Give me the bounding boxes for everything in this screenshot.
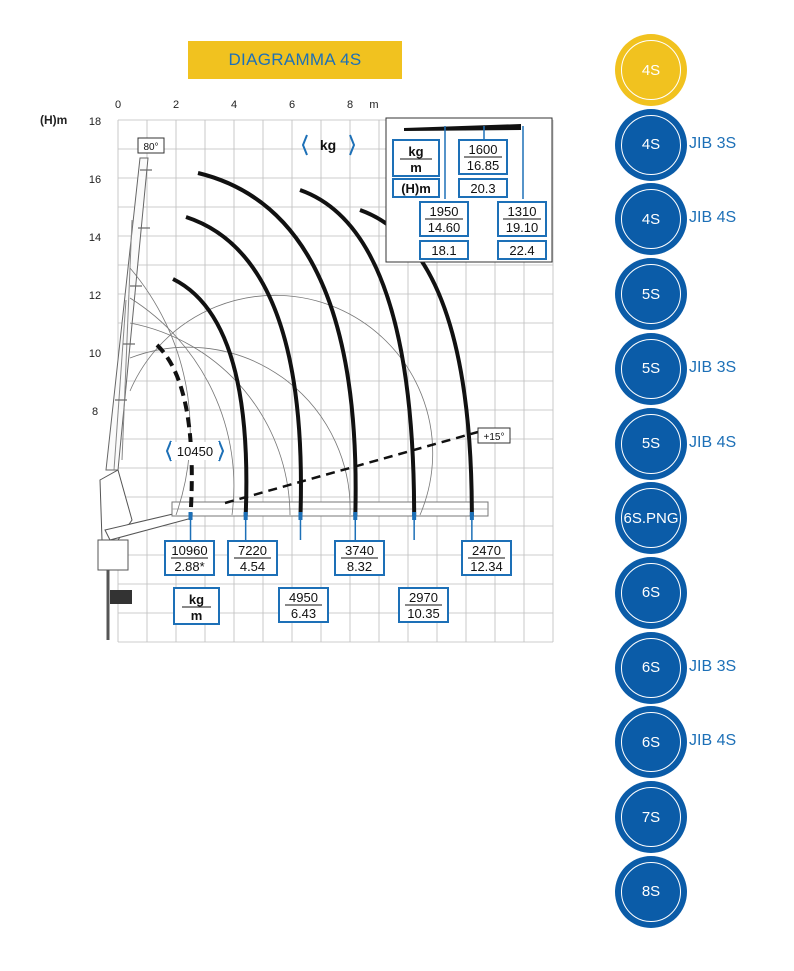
load-m: 8.32 bbox=[346, 559, 373, 574]
load-kg: 2470 bbox=[472, 543, 501, 558]
load-m: 6.43 bbox=[290, 606, 317, 621]
reach-marker-dot bbox=[244, 512, 248, 520]
load-kg: 10960 bbox=[171, 543, 208, 558]
jib-load-kg: 1600 bbox=[468, 142, 498, 157]
load-curve-dashed bbox=[157, 345, 192, 516]
jib-legend-kg: kg bbox=[408, 144, 424, 159]
x-tick-label: 0 bbox=[114, 99, 122, 111]
model-button-label: 8S bbox=[641, 883, 661, 901]
model-button-label: 4S bbox=[641, 210, 661, 228]
jib-legend-h: (H)m bbox=[401, 181, 431, 196]
model-button-label: 5S bbox=[641, 360, 661, 378]
model-button-10[interactable] bbox=[617, 708, 685, 776]
model-variant-label[interactable]: JIB 3S bbox=[689, 358, 737, 376]
load-m: 12.34 bbox=[470, 559, 503, 574]
y-tick-label: 10 bbox=[88, 348, 102, 360]
y-tick-label: 16 bbox=[88, 174, 102, 186]
model-button-7[interactable] bbox=[617, 484, 685, 552]
load-m: 10.35 bbox=[407, 606, 440, 621]
model-button-label: 6S bbox=[641, 659, 661, 677]
diagram-title: DIAGRAMMA 4S bbox=[188, 41, 402, 79]
reach-arc bbox=[130, 347, 350, 515]
reach-arc bbox=[130, 298, 234, 515]
y-tick-label: 12 bbox=[88, 290, 102, 302]
model-button-label: 6S bbox=[641, 584, 661, 602]
model-button-4[interactable] bbox=[617, 260, 685, 328]
x-tick-label: 6 bbox=[288, 99, 296, 111]
jib-inset-table bbox=[386, 118, 552, 262]
model-button-9[interactable] bbox=[617, 634, 685, 702]
x-unit-label: m bbox=[369, 99, 379, 111]
model-button-label: 5S bbox=[641, 435, 661, 452]
jib-height-value: 22.4 bbox=[509, 243, 535, 258]
load-kg: 7220 bbox=[238, 543, 267, 558]
model-variant-label[interactable]: JIB 4S bbox=[689, 732, 737, 750]
max-load-value: 10450 bbox=[176, 444, 214, 459]
reach-marker-dot bbox=[353, 512, 357, 520]
load-kg: 3740 bbox=[345, 543, 374, 558]
model-button-8[interactable] bbox=[617, 559, 685, 627]
model-button-2[interactable] bbox=[617, 111, 685, 179]
model-variant-label[interactable]: JIB 4S bbox=[689, 209, 737, 227]
boom-section bbox=[106, 158, 148, 470]
jib-load-m: 14.60 bbox=[427, 220, 461, 235]
reach-marker-dot bbox=[412, 512, 416, 520]
load-m: 2.88* bbox=[174, 559, 205, 574]
y-tick-label: 8 bbox=[91, 406, 99, 418]
x-tick-label: 4 bbox=[230, 99, 238, 111]
jib-load-kg: 1950 bbox=[429, 204, 459, 219]
x-tick-label: 2 bbox=[172, 99, 180, 111]
model-button-label: 7S bbox=[641, 808, 661, 826]
kg-tag-label: kg bbox=[319, 137, 337, 153]
reach-marker-dot bbox=[189, 512, 193, 520]
model-button-3[interactable] bbox=[617, 185, 685, 253]
crane-control-box bbox=[110, 590, 132, 604]
model-button-5[interactable] bbox=[617, 335, 685, 403]
reach-marker-dot bbox=[470, 512, 474, 520]
angle-label-min: +15° bbox=[483, 432, 505, 443]
y-tick-label: 18 bbox=[88, 116, 102, 128]
load-curve bbox=[173, 279, 246, 516]
load-curve bbox=[198, 173, 356, 516]
model-variant-label[interactable]: JIB 3S bbox=[689, 657, 737, 675]
model-button-label: 5S bbox=[641, 285, 661, 303]
load-kg: 2970 bbox=[409, 590, 438, 605]
model-button-12[interactable] bbox=[617, 858, 685, 926]
model-button-label: 6S bbox=[641, 733, 661, 751]
jib-load-m: 19.10 bbox=[505, 220, 539, 235]
model-button-label: 4S bbox=[641, 136, 661, 154]
jib-height-value: 18.1 bbox=[431, 243, 457, 258]
model-variant-label[interactable]: JIB 3S bbox=[689, 134, 737, 152]
model-button-1[interactable] bbox=[617, 36, 685, 104]
model-button-11[interactable] bbox=[617, 783, 685, 851]
x-tick-label: 8 bbox=[346, 99, 354, 111]
model-button-6[interactable] bbox=[617, 410, 685, 478]
unit-legend-m: m bbox=[190, 608, 203, 623]
crane-base bbox=[98, 540, 128, 570]
load-curve bbox=[186, 217, 301, 516]
angle-label-max: 80° bbox=[143, 142, 159, 153]
jib-legend-m: m bbox=[410, 160, 422, 175]
y-unit-label: (H)m bbox=[40, 113, 68, 127]
jib-load-m: 16.85 bbox=[466, 158, 500, 173]
load-kg: 4950 bbox=[289, 590, 318, 605]
jib-load-kg: 1310 bbox=[507, 204, 537, 219]
model-button-label: 4S bbox=[641, 61, 661, 79]
jib-height-value: 20.3 bbox=[470, 181, 496, 196]
reach-marker-dot bbox=[298, 512, 302, 520]
y-tick-label: 14 bbox=[88, 232, 102, 244]
load-m: 4.54 bbox=[239, 559, 266, 574]
unit-legend-kg: kg bbox=[188, 592, 205, 607]
model-button-label: 6S.PNG bbox=[623, 509, 679, 527]
model-variant-label[interactable]: JIB 4S bbox=[689, 433, 737, 451]
